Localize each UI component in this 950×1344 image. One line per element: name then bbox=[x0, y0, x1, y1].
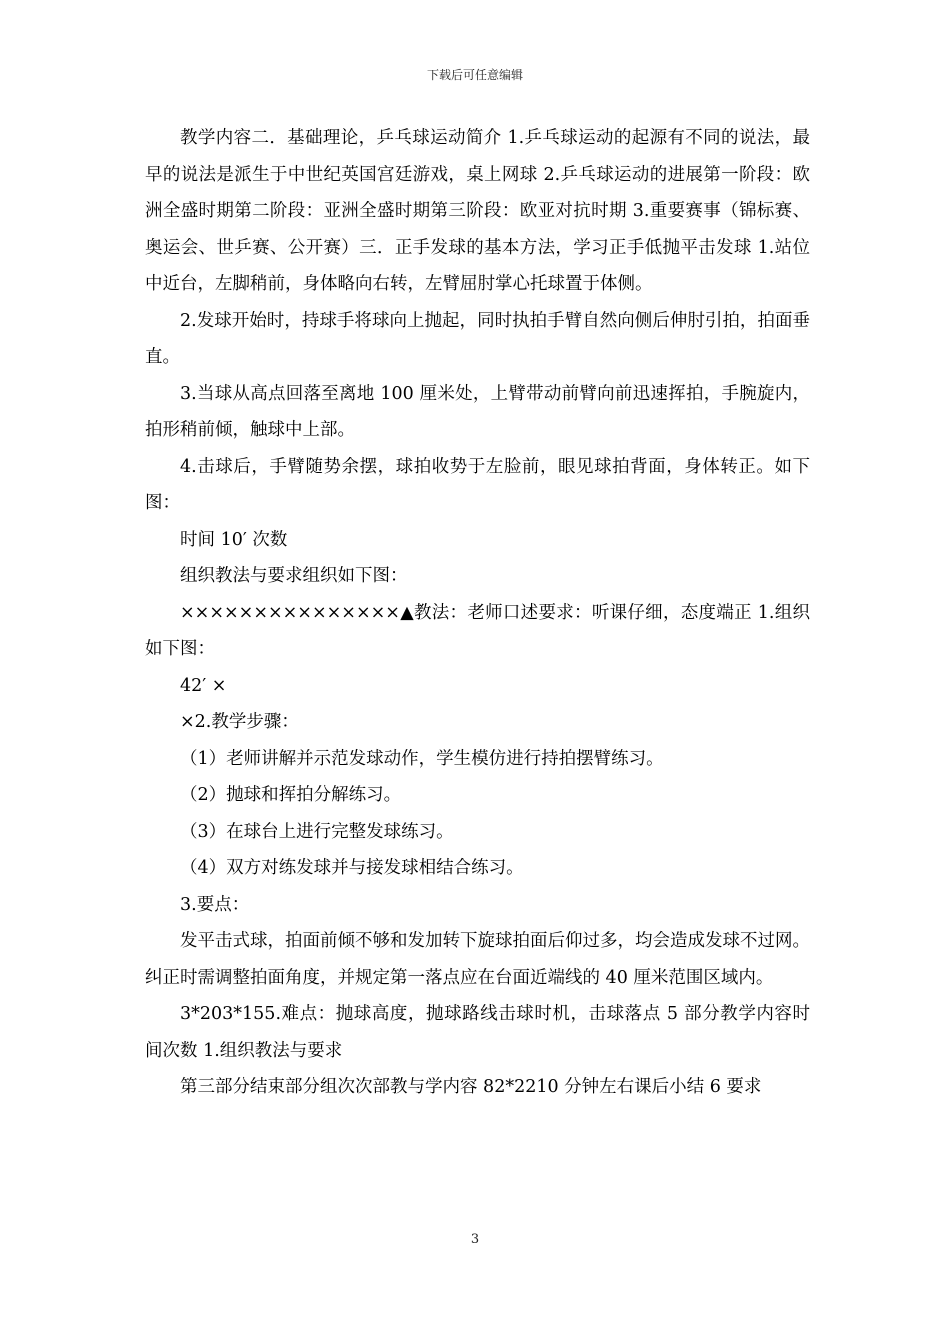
paragraph-step-2: 2.发球开始时，持球手将球向上抛起，同时执拍手臂自然向侧后伸肘引拍，拍面垂直。 bbox=[145, 310, 810, 367]
paragraph-teaching-steps: ×2.教学步骤： bbox=[180, 712, 299, 732]
paragraph-step-list-3: （3）在球台上进行完整发球练习。 bbox=[180, 821, 454, 842]
paragraph-time: 时间 10′ 次数 bbox=[180, 529, 288, 550]
paragraph-step-list-4: （4）双方对练发球并与接发球相结合练习。 bbox=[180, 858, 524, 878]
page-header: 下载后可任意编辑 bbox=[426, 68, 523, 82]
paragraph-step-4: 4.击球后，手臂随势余摆，球拍收势于左脸前，眼见球拍背面，身体转正。如下图： bbox=[145, 456, 810, 513]
paragraph-step-list-2: （2）抛球和挥拍分解练习。 bbox=[180, 785, 402, 805]
page-number: 3 bbox=[470, 1232, 480, 1247]
paragraph-step-3: 3.当球从高点回落至离地 100 厘米处，上臂带动前臂向前迅速挥拍，手腕旋内，拍形稍前倾，触球中上部。 bbox=[145, 383, 810, 440]
paragraph-step-list-1: （1）老师讲解并示范发球动作，学生模仿进行持拍摆臂练习。 bbox=[180, 748, 664, 769]
paragraph-difficulties: 3*203*155.难点：抛球高度，抛球路线击球时机，击球落点 5 部分教学内容时间次数 1.组织教法与要求 bbox=[145, 1004, 810, 1061]
paragraph-key-points: 发平击式球，拍面前倾不够和发加转下旋球拍面后仰过多，均会造成发球不过网。纠正时需调整拍面角度，并规定第一落点应在台面近端线的 40 厘米范围区域内。 bbox=[145, 931, 810, 988]
paragraph-time-42: 42′ × bbox=[180, 675, 227, 696]
paragraph-intro: 教学内容二．基础理论，乒乓球运动简介 1.乒乓球运动的起源有不同的说法，最早的说法是派生于中世纪英国宫廷游戏，桌上网球 2.乒乓球运动的进展第一阶段：欧洲全盛时期第二阶段：亚洲全盛时期第三阶段：欧亚对抗时期 3.重要赛事（锦标赛、奥运会、世乒赛、公开赛）三．正手发球的基本方法，学习正手低抛平击发球 1.站位中近台，左脚稍前，身体略向右转，左臂屈肘掌心托球置于体侧。 bbox=[145, 128, 810, 294]
paragraph-formation: ×××××××××××××××▲教法：老师口述要求：听课仔细，态度端正 1.组织如下图： bbox=[145, 602, 810, 659]
paragraph-key-points-heading: 3.要点： bbox=[180, 894, 250, 915]
paragraph-part-three: 第三部分结束部分组次次部教与学内容 82*2210 分钟左右课后小结 6 要求 bbox=[180, 1077, 762, 1097]
document-body bbox=[145, 120, 810, 1106]
paragraph-organization: 组织教法与要求组织如下图： bbox=[180, 566, 408, 586]
